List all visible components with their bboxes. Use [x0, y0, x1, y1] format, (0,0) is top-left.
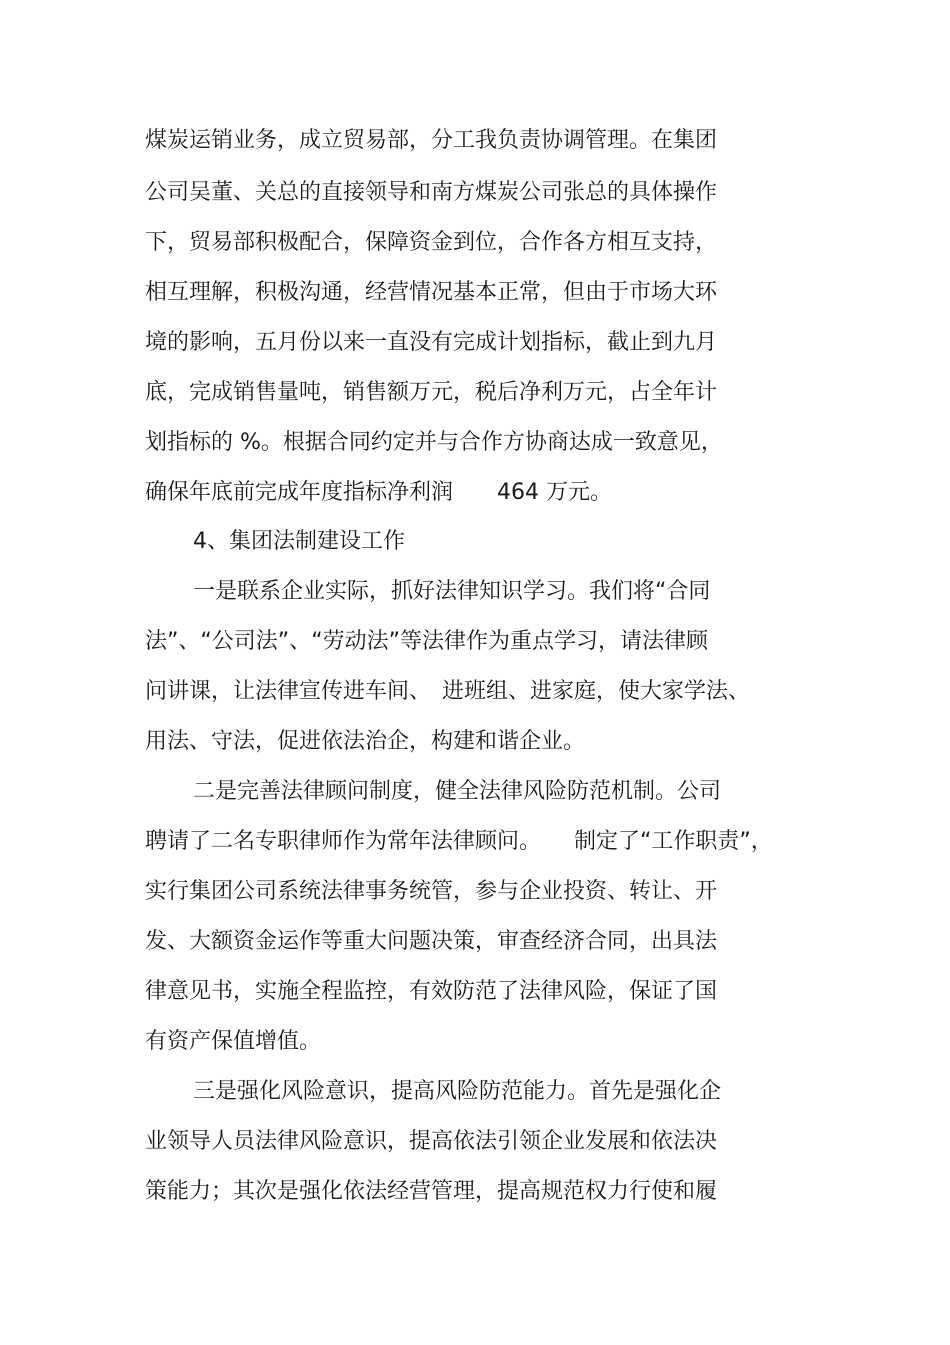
text-line: 用法、守法，促进依法治企，构建和谐企业。 [145, 729, 586, 754]
paragraph-first-line: 一是联系企业实际，抓好法律知识学习。我们将“合同 [193, 579, 711, 604]
text-line: 律意见书，实施全程监控，有效防范了法律风险，保证了国 [145, 979, 718, 1004]
text-line: 实行集团公司系统法律事务统管，参与企业投资、转让、开 [145, 879, 718, 904]
text-line: 确保年底前完成年度指标净利润 464 万元。 [145, 480, 612, 505]
text-line: 公司吴董、关总的直接领导和南方煤炭公司张总的具体操作 [145, 180, 718, 205]
text-line: 相互理解，积极沟通，经营情况基本正常，但由于市场大环 [145, 280, 718, 305]
text-line: 业领导人员法律风险意识，提高依法引领企业发展和依法决 [145, 1129, 718, 1154]
text-line: 境的影响，五月份以来一直没有完成计划指标，截止到九月 [145, 330, 718, 355]
paragraph-first-line: 三是强化风险意识，提高风险防范能力。首先是强化企 [193, 1079, 722, 1104]
text-line: 发、大额资金运作等重大问题决策，审查经济合同，出具法 [145, 929, 718, 954]
text-line: 有资产保值增值。 [145, 1029, 322, 1054]
text-line: 法”、“公司法”、“劳动法”等法律作为重点学习，请法律顾 [145, 629, 708, 654]
text-line: 下，贸易部积极配合，保障资金到位，合作各方相互支持， [145, 230, 718, 255]
section-heading: 4、集团法制建设工作 [193, 529, 405, 554]
text-line: 策能力；其次是强化依法经营管理，提高规范权力行使和履 [145, 1179, 718, 1204]
text-line: 底，完成销售量吨，销售额万元，税后净利万元，占全年计 [145, 380, 718, 405]
text-line: 煤炭运销业务，成立贸易部，分工我负责协调管理。在集团 [145, 128, 718, 153]
text-line: 划指标的 %。根据合同约定并与合作方协商达成一致意见， [145, 430, 723, 455]
paragraph-first-line: 二是完善法律顾问制度，健全法律风险防范机制。公司 [193, 779, 722, 804]
text-line: 聘请了二名专职律师作为常年法律顾问。 制定了“工作职责”， [145, 829, 773, 854]
text-line: 问讲课，让法律宣传进车间、 进班组、进家庭，使大家学法、 [145, 679, 751, 704]
